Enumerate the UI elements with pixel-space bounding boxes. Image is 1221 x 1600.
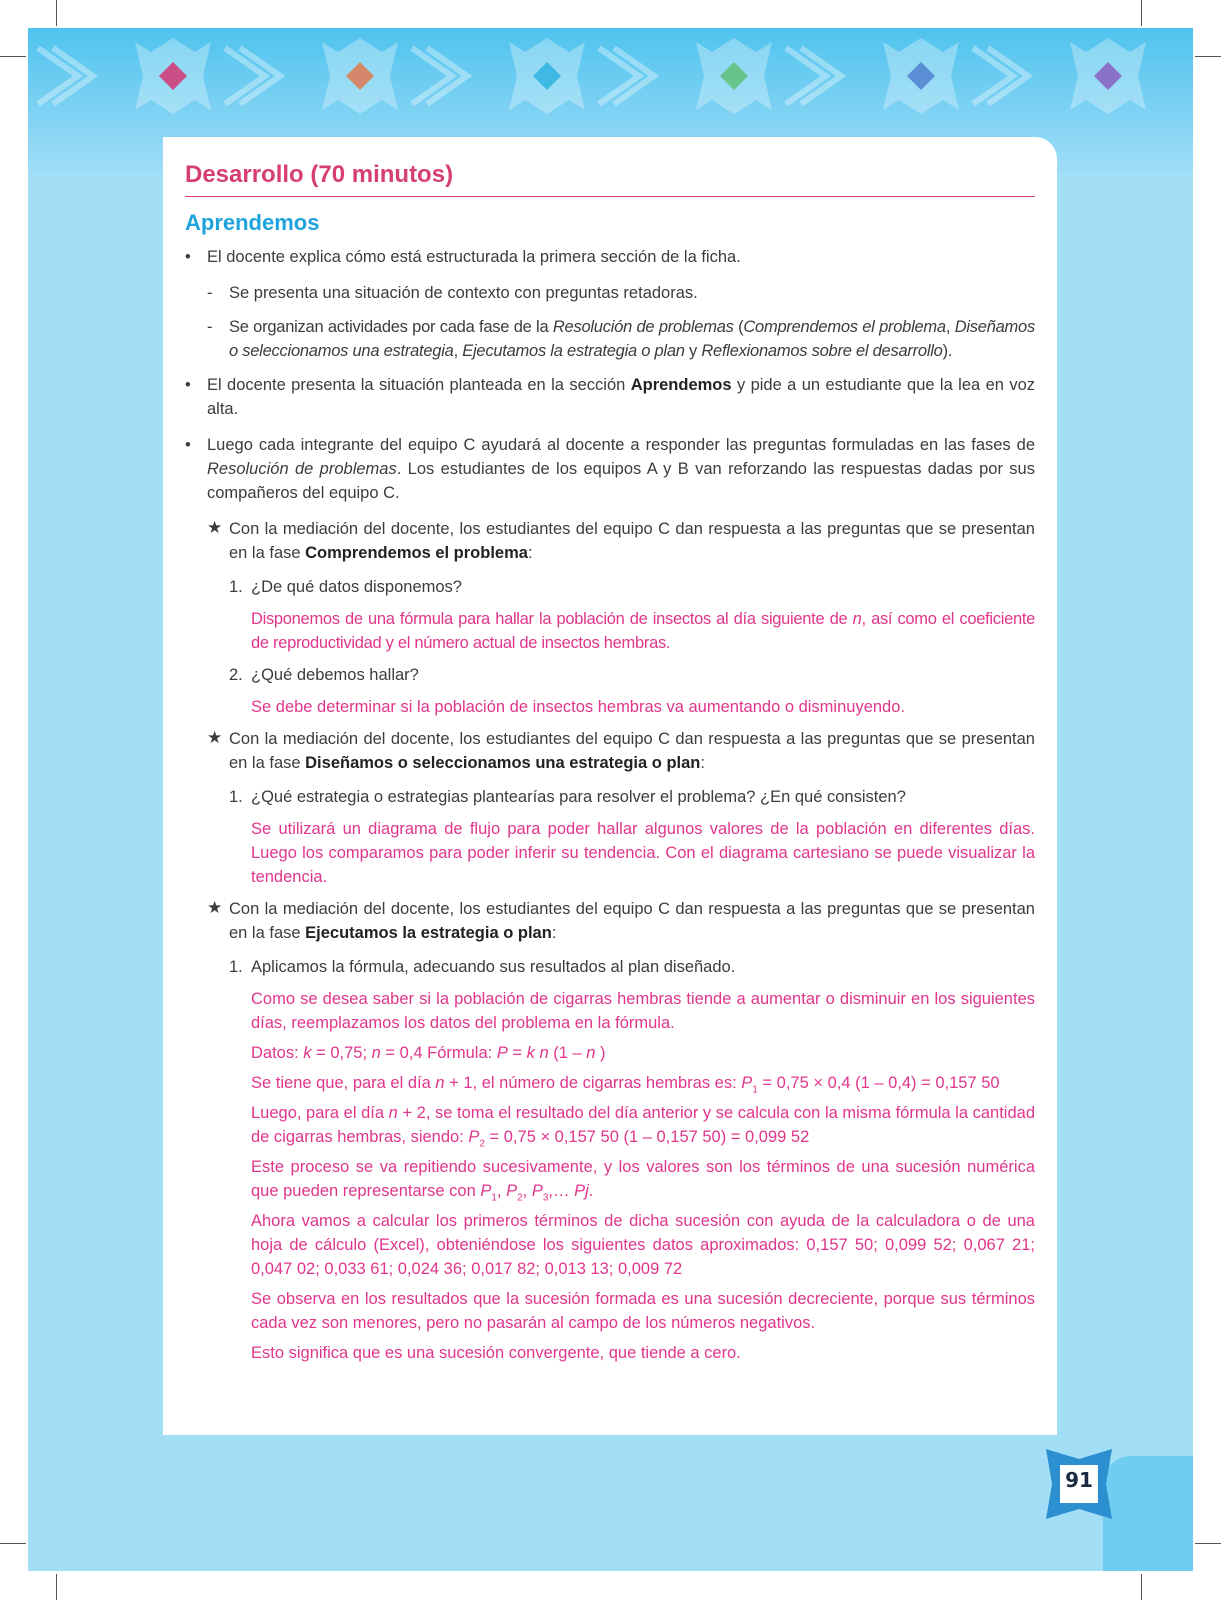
math-var: n <box>371 1044 381 1062</box>
answer-paragraph: Esto significa que es una sucesión convergente, que tiende a cero. <box>251 1344 741 1362</box>
text-run: Disponemos de una fórmula para hallar la población de insectos al día siguiente de <box>251 610 853 628</box>
math-var: P <box>468 1128 480 1146</box>
answer-block <box>185 695 1035 719</box>
bullet-item <box>185 433 1035 505</box>
text-run: El docente presenta la situación planteada en la sección <box>207 376 631 394</box>
text-run: + 1, el número de cigarras hembras es: <box>444 1074 742 1092</box>
math-var: k n <box>526 1044 549 1062</box>
italic-term: Resolución de problemas <box>207 460 397 478</box>
subscript: 3 <box>542 1192 549 1204</box>
answer-paragraph <box>251 1041 1035 1065</box>
crop-mark <box>0 1543 26 1544</box>
star-item <box>185 517 1035 565</box>
crop-mark <box>0 56 26 57</box>
star-item <box>185 727 1035 775</box>
question-item <box>185 663 1035 687</box>
bullet-item <box>185 245 1035 269</box>
italic-term: Reflexionamos sobre el desarrollo <box>701 342 943 360</box>
star-icon: ★ <box>207 518 223 537</box>
page-number: 91 <box>1065 1468 1093 1492</box>
dash-marker: - <box>207 284 213 302</box>
crop-mark <box>1195 1543 1221 1544</box>
text-run: Con la mediación del docente, los estudiantes del equipo C dan respuesta a las preguntas que se presentan en la fase <box>229 520 1035 562</box>
subscript: 1 <box>491 1192 497 1204</box>
crop-mark <box>1141 0 1142 26</box>
answer-paragraph: Se observa en los resultados que la sucesión formada es una sucesión decreciente, porque sus términos cada vez son menores, pero no pasarán al campo de los números negativos. <box>251 1290 1035 1332</box>
dash-text: Se presenta una situación de contexto con preguntas retadoras. <box>229 284 698 302</box>
math-var: P <box>506 1182 518 1200</box>
bullet-item <box>185 373 1035 421</box>
crop-mark <box>1195 56 1221 57</box>
dash-item <box>185 315 1035 363</box>
question-text: Aplicamos la fórmula, adecuando sus resultados al plan diseñado. <box>251 958 736 976</box>
text-run: Este proceso se va repitiendo sucesivamente, y los valores son los términos de una sucesión numérica que pueden representarse con <box>251 1158 1035 1200</box>
question-number: 1. <box>229 578 243 596</box>
text-run: Se organizan actividades por cada fase de la <box>229 318 553 336</box>
text-run: (1 – <box>548 1044 587 1062</box>
text-run: = 0,75; <box>311 1044 372 1062</box>
question-text: ¿Qué estrategia o estrategias plantearías para resolver el problema? ¿En qué consisten? <box>251 788 906 806</box>
italic-term: Ejecutamos la estrategia o plan <box>462 342 685 360</box>
question-item <box>185 785 1035 809</box>
text-run: . <box>588 1182 594 1200</box>
crop-mark <box>56 1574 57 1600</box>
text-run: Datos: <box>251 1044 304 1062</box>
question-number: 1. <box>229 788 243 806</box>
text-run: y pide a un estudiante que la lea en voz alta. <box>207 376 1035 418</box>
question-number: 2. <box>229 666 243 684</box>
answer-block <box>185 607 1035 655</box>
math-var: Pj <box>574 1182 589 1200</box>
star-icon: ★ <box>207 728 223 747</box>
text-run: = 0,4 Fórmula: <box>380 1044 497 1062</box>
italic-term: Diseñamos o seleccionamos una estrategia <box>229 318 1035 360</box>
answer-paragraph: Ahora vamos a calcular los primeros términos de dicha sucesión con ayuda de la calculadora o de una hoja de cálculo (Excel), obteniéndose los siguientes datos aproximados: 0,157 50; 0,099 52; 0,067 21; 0,047 02; 0,033 61; 0,024 36; 0,017 82; 0,013 13; 0,009 72 <box>251 1212 1035 1278</box>
dash-item <box>185 281 1035 305</box>
math-var: P <box>741 1074 753 1092</box>
text-run: = 0,75 × 0,157 50 (1 – 0,157 50) = 0,099 52 <box>484 1128 810 1146</box>
text-run: = <box>507 1044 527 1062</box>
question-item <box>185 575 1035 599</box>
text-run: Se tiene que, para el día <box>251 1074 436 1092</box>
italic-term: Comprendemos el problema <box>743 318 946 336</box>
star-item <box>185 897 1035 945</box>
italic-term: Resolución de problemas <box>552 318 734 336</box>
star-icon: ★ <box>207 898 223 917</box>
text-run: , <box>453 342 463 360</box>
text-run: . Los estudiantes de los equipos A y B van reforzando las respuestas dadas por sus compañeros del equipo C. <box>207 460 1035 502</box>
text-run: Luego, para el día <box>251 1104 389 1122</box>
text-run: , <box>945 318 955 336</box>
math-var: P <box>496 1044 508 1062</box>
text-run: Con la mediación del docente, los estudiantes del equipo C dan respuesta a las preguntas que se presentan en la fase <box>229 730 1035 772</box>
crop-mark <box>56 0 57 26</box>
text-run: Luego cada integrante del equipo C ayudará al docente a responder las preguntas formuladas en las fases de <box>207 436 1035 454</box>
question-number: 1. <box>229 958 243 976</box>
question-text: ¿Qué debemos hallar? <box>251 666 419 684</box>
text-run: ). <box>942 342 953 360</box>
answer-text: Se debe determinar si la población de insectos hembras va aumentando o disminuyendo. <box>251 698 905 716</box>
bullet-text: El docente explica cómo está estructurada la primera sección de la ficha. <box>207 248 741 266</box>
answer-block <box>185 817 1035 889</box>
subscript: 2 <box>517 1192 523 1204</box>
text-run: , <box>496 1182 507 1200</box>
subscript: 2 <box>479 1138 485 1150</box>
text-run: : <box>700 754 705 772</box>
math-var: P <box>480 1182 492 1200</box>
bold-term: Aprendemos <box>630 376 732 394</box>
math-var: k <box>303 1044 312 1062</box>
text-run: : <box>551 924 557 942</box>
text-run: , así como el coeficiente de reproductividad y el número actual de insectos hembras. <box>251 610 1035 652</box>
subscript: 1 <box>752 1084 758 1096</box>
text-run: ,… <box>548 1182 575 1200</box>
text-run: ( <box>733 318 744 336</box>
text-run: y <box>684 342 702 360</box>
bold-term: Diseñamos o seleccionamos una estrategia o plan <box>305 754 701 772</box>
answer-paragraph <box>251 1071 1035 1095</box>
math-var: n <box>435 1074 445 1092</box>
math-var: n <box>586 1044 596 1062</box>
italic-term: n <box>852 610 862 628</box>
text-run: ) <box>595 1044 606 1062</box>
text-run: , <box>522 1182 532 1200</box>
text-run: + 2, se toma el resultado del día anterior y se calcula con la misma fórmula la cantidad de cigarras hembras, siendo: <box>251 1104 1035 1146</box>
crop-mark <box>1141 1574 1142 1600</box>
question-text: ¿De qué datos disponemos? <box>251 578 462 596</box>
answer-paragraph <box>251 1101 1035 1149</box>
subsection-title: Aprendemos <box>185 210 320 235</box>
text-run: = 0,75 × 0,4 (1 – 0,4) = 0,157 50 <box>757 1074 1000 1092</box>
answer-text: Se utilizará un diagrama de flujo para poder hallar algunos valores de la población en diferentes días. Luego los comparamos para poder inferir su tendencia. Con el diagrama cartesiano se puede visualizar la tendencia. <box>251 820 1035 886</box>
text-run: Con la mediación del docente, los estudiantes del equipo C dan respuesta a las preguntas que se presentan en la fase <box>229 900 1035 942</box>
main-content <box>185 160 1035 1373</box>
section-title: Desarrollo (70 minutos) <box>185 160 1035 197</box>
bold-term: Comprendemos el problema <box>305 544 528 562</box>
answer-block <box>185 987 1035 1365</box>
math-var: P <box>531 1182 543 1200</box>
answer-paragraph <box>251 1155 1035 1203</box>
text-run: : <box>527 544 533 562</box>
dash-marker: - <box>207 318 213 336</box>
question-item <box>185 955 1035 979</box>
math-var: n <box>388 1104 398 1122</box>
bold-term: Ejecutamos la estrategia o plan <box>305 924 552 942</box>
answer-paragraph: Como se desea saber si la población de cigarras hembras tiende a aumentar o disminuir en los siguientes días, reemplazamos los datos del problema en la fórmula. <box>251 990 1035 1032</box>
